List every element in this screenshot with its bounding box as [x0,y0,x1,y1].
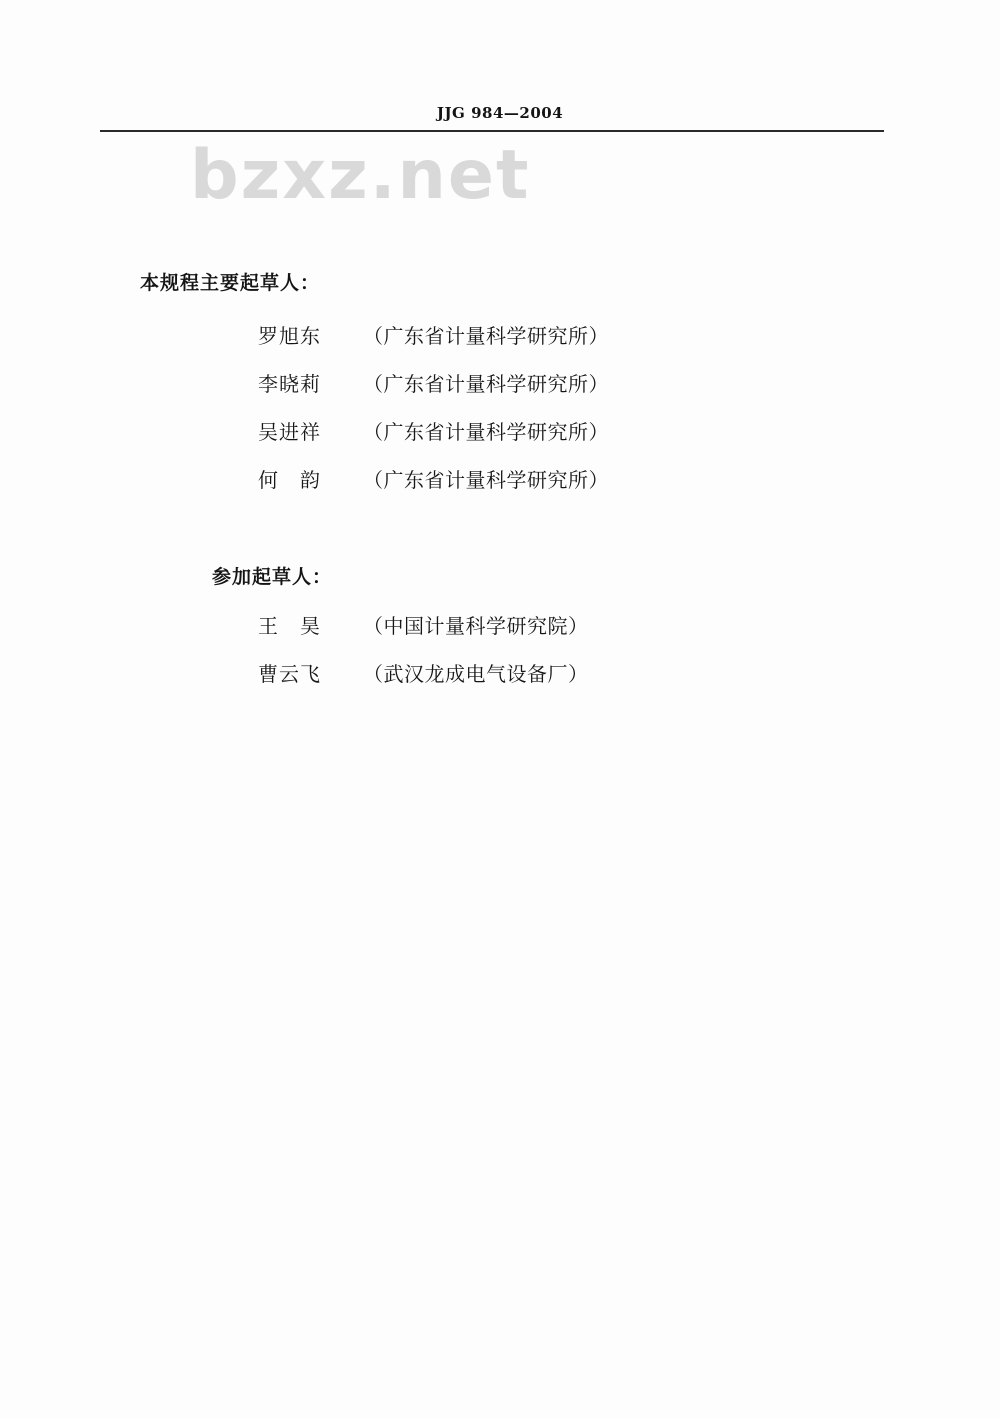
header-divider-rule [100,130,884,132]
drafter-name: 王 昊 [258,614,321,638]
drafter-organization: （广东省计量科学研究所） [363,420,609,444]
drafter-entry [258,658,589,687]
drafter-name: 何 韵 [258,468,321,492]
drafter-entry [258,416,609,445]
drafter-entry [258,320,609,349]
drafter-organization: （广东省计量科学研究所） [363,372,609,396]
drafter-organization: （武汉龙成电气设备厂） [363,662,589,686]
drafter-name: 曹云飞 [258,662,321,686]
main-drafters-heading: 本规程主要起草人： [140,272,321,294]
drafter-entry [258,368,609,397]
drafter-organization: （广东省计量科学研究所） [363,324,609,348]
page-header-standard-code: JJG 984—2004 [436,104,564,122]
drafter-organization: （中国计量科学研究院） [363,614,589,638]
drafter-entry [258,464,609,493]
watermark-text: bzxz.net [190,136,531,215]
drafter-name: 李晓莉 [258,372,321,396]
drafter-name: 吴进祥 [258,420,321,444]
drafter-entry [258,610,589,639]
drafter-organization: （广东省计量科学研究所） [363,468,609,492]
joint-drafters-heading: 参加起草人： [212,566,333,588]
drafter-name: 罗旭东 [258,324,321,348]
